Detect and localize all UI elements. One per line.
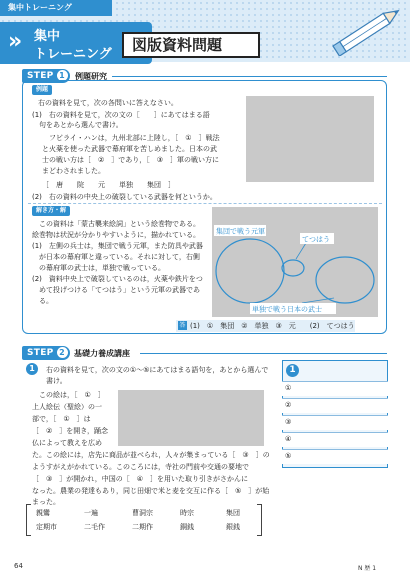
example-pill: 例題 xyxy=(32,85,52,95)
step1-name: 例題研究 xyxy=(75,72,107,81)
passage-line4: まどわされました。 xyxy=(42,167,105,175)
book-code: N 歴 1 xyxy=(358,565,377,572)
body-line7: ようすがえがかれている。このころには，寺社の門前や交通の要地で xyxy=(32,463,249,471)
explanation-line1: この資料は「蒙古襲来絵詞」という絵巻物である。 xyxy=(32,220,200,228)
answer-strip xyxy=(176,320,355,332)
explanation-line3: (1) 左側の兵士は，集団で戦う元軍，また防具や武器 xyxy=(32,242,203,250)
step1-rule xyxy=(112,76,387,77)
label-japanese-samurai: 単独で戦う日本の武士 xyxy=(252,305,322,314)
word-2-1: 定期市 xyxy=(36,523,57,531)
question-number: 1 xyxy=(26,363,38,375)
body-line6: た。この絵には，店先に商品が並べられ，人々が集まっている［ ③ ］の xyxy=(32,451,270,459)
divider xyxy=(28,203,382,204)
body-line3: 部で，［ ① ］は xyxy=(32,415,91,423)
step2-tab: STEP 2 xyxy=(22,346,70,360)
step2-number: 2 xyxy=(57,347,68,358)
answer-field-5[interactable]: ⑤ xyxy=(282,449,388,464)
bracket-left xyxy=(26,504,31,536)
answer-icon: 答 xyxy=(179,322,186,329)
question-line2: 書け。 xyxy=(46,377,67,385)
answer-field-2[interactable]: ② xyxy=(282,398,388,413)
explanation-line8: る。 xyxy=(32,297,53,305)
q1-line2: 句をあとから選んで書け。 xyxy=(32,121,123,129)
page-number: 64 xyxy=(14,562,23,570)
body-line2: 上人絵伝（聖絵）の一 xyxy=(32,403,102,411)
word-2-2: 二毛作 xyxy=(84,523,105,531)
explanation-line4: が日本の幕府軍と違っている。それに対して，右側 xyxy=(32,253,200,261)
word-choices xyxy=(26,504,262,536)
step2-name: 基礎力養成講座 xyxy=(74,349,130,358)
page-title: 図版資料問題 xyxy=(122,32,260,58)
ippen-picture xyxy=(118,390,264,446)
answer-field-1[interactable]: ① xyxy=(282,381,388,396)
answer-box-number: 1 xyxy=(286,364,299,377)
header-title-line1: 集中 xyxy=(34,29,61,44)
body-line10: まった。 xyxy=(32,498,60,506)
double-chevron-icon: » xyxy=(8,29,17,54)
passage-line2: と火薬を使った武器で幕府軍を苦しめました。日本の武 xyxy=(42,145,217,153)
word-2-4: 銅銭 xyxy=(180,523,194,531)
solution-pill: 解き方・解 xyxy=(32,206,70,216)
answer-field-3[interactable]: ③ xyxy=(282,415,388,430)
header-title-line2: トレーニング xyxy=(34,47,112,62)
passage-line1: フビライ・ハンは，九州北部に上陸し，［ ① ］戦法 xyxy=(42,134,220,142)
label-mongol-army: 集団で戦う元軍 xyxy=(216,227,265,236)
word-1-3: 曹洞宗 xyxy=(132,509,153,517)
question-line1: 右の資料を見て，次の文の①～⑤にあてはまる語句を，あとから選んで xyxy=(46,366,269,374)
q1-line1: (1) 右の資料を見て，次の文の［ ］にあてはまる語 xyxy=(32,111,210,119)
word-1-4: 時宗 xyxy=(180,509,194,517)
pencil-icon xyxy=(332,2,410,56)
bracket-right xyxy=(257,504,262,536)
body-line4: ［ ② ］を開き，踊念 xyxy=(32,427,108,435)
answer-field-4[interactable]: ④ xyxy=(282,432,388,447)
body-line5: 仏によって教えを広め xyxy=(32,439,102,447)
word-1-2: 一遍 xyxy=(84,509,98,517)
example-intro: 右の資料を見て，次の各問いに答えなさい。 xyxy=(38,99,178,107)
word-1-1: 親鸞 xyxy=(36,509,50,517)
body-line1: この絵は，［ ① ］ xyxy=(32,391,105,399)
explanation-line6: (2) 資料中央上で破裂しているのは，火薬や鉄片をつ xyxy=(32,275,203,283)
choices-line: ［ 唐 院 元 単独 集団 ］ xyxy=(42,181,175,189)
word-1-5: 集団 xyxy=(226,509,240,517)
annotation-overlay xyxy=(212,207,378,317)
word-2-3: 二期作 xyxy=(132,523,153,531)
body-line9: なった。農業の発達もあり，同じ田畑で米と麦を交互に作る［ ⑤ ］が始 xyxy=(32,487,270,495)
explanation-line7: めて投げつける「てつはう」という元軍の武器であ xyxy=(32,286,200,294)
label-tetsuhau: てつはう xyxy=(302,235,330,244)
answer-text: (1) ① 集団 ② 単独 ③ 元 (2) てつはう xyxy=(190,322,355,330)
explanation-line5: の幕府軍の武士は，単独で戦っている。 xyxy=(32,264,165,272)
step1-number: 1 xyxy=(57,70,68,81)
step1-tab: STEP 1 xyxy=(22,69,70,83)
body-line8: ［ ③ ］が開かれ，中国の［ ④ ］を用いた取り引きがさかんに xyxy=(32,475,248,483)
explanation-line2: 絵巻物は状況が分かりやすいように，描かれている。 xyxy=(32,231,200,239)
q2-line: (2) 右の資料の中央上の破裂している武器を何というか。 xyxy=(32,193,217,201)
word-2-5: 銀銭 xyxy=(226,523,240,531)
step2-rule xyxy=(140,353,387,354)
header-tag: 集中トレーニング xyxy=(0,0,112,16)
example-picture xyxy=(246,96,374,182)
passage-line3: 士の戦い方は［ ② ］であり，［ ③ ］軍の戦い方に xyxy=(42,156,220,164)
